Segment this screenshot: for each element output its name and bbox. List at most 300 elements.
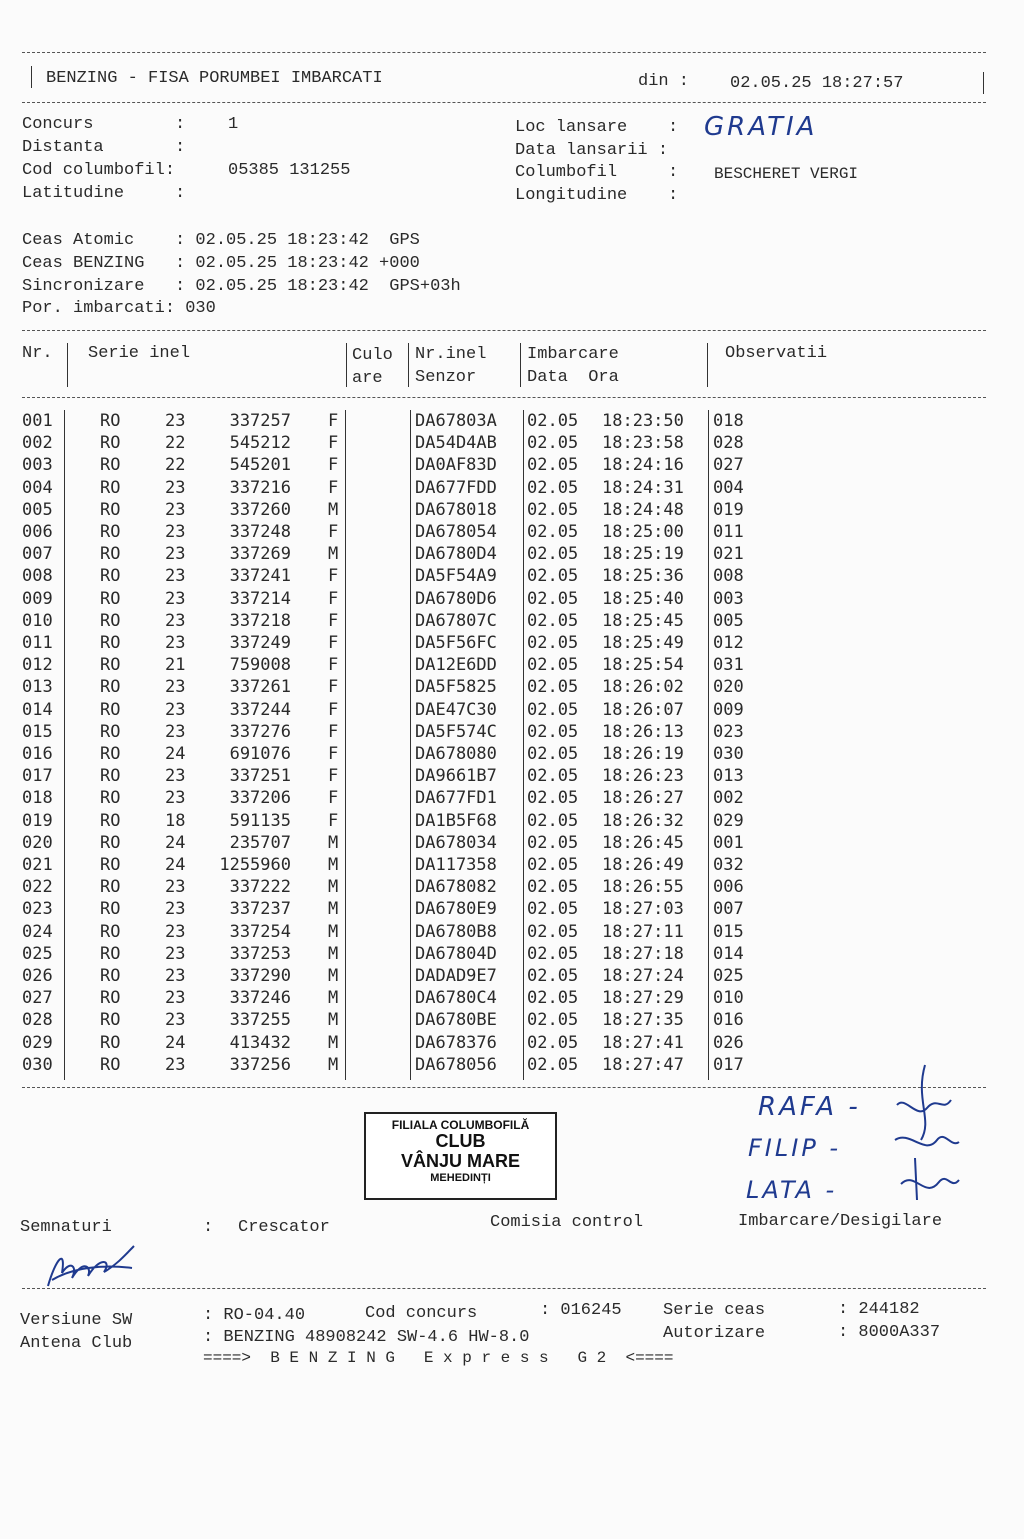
row-sensor: DA67804D bbox=[415, 943, 497, 964]
row-country: RO bbox=[100, 810, 121, 831]
row-date: 02.05 bbox=[527, 1054, 579, 1075]
row-country: RO bbox=[100, 921, 121, 942]
handwritten-name-1: RAFA - bbox=[758, 1092, 861, 1122]
row-date: 02.05 bbox=[527, 699, 579, 720]
row-ring: 337276 bbox=[229, 721, 291, 742]
row-time: 18:27:18 bbox=[602, 943, 684, 964]
row-year: 23 bbox=[165, 522, 186, 542]
distanta-label: Distanta : bbox=[22, 138, 186, 157]
row-time: 18:27:47 bbox=[602, 1054, 684, 1075]
row-sex: F bbox=[328, 721, 339, 742]
row-nr: 014 bbox=[22, 699, 53, 720]
print-date-value: 02.05.25 18:27:57 bbox=[730, 74, 904, 93]
row-year: 22 bbox=[165, 433, 186, 454]
row-observatii: 027 bbox=[713, 455, 744, 476]
row-nr: 029 bbox=[22, 1032, 53, 1053]
row-ring: 337237 bbox=[229, 899, 291, 920]
row-year: 23 bbox=[165, 499, 186, 520]
row-sex: M bbox=[328, 544, 339, 565]
table-row bbox=[0, 832, 1024, 854]
row-ring: 337260 bbox=[229, 499, 291, 520]
row-nr: 024 bbox=[22, 921, 53, 942]
row-year: 21 bbox=[165, 655, 186, 676]
row-nr: 016 bbox=[22, 744, 53, 764]
row-country: RO bbox=[100, 943, 121, 964]
row-observatii: 017 bbox=[713, 1054, 744, 1075]
row-time: 18:26:45 bbox=[602, 832, 684, 853]
row-time: 18:25:54 bbox=[602, 655, 684, 676]
row-sex: F bbox=[328, 433, 339, 454]
row-observatii: 001 bbox=[713, 832, 744, 853]
row-time: 18:26:07 bbox=[602, 699, 684, 720]
row-time: 18:25:36 bbox=[602, 566, 684, 587]
divider bbox=[22, 1288, 986, 1289]
document-title: BENZING - FISA PORUMBEI IMBARCATI bbox=[46, 69, 383, 88]
row-time: 18:27:35 bbox=[602, 1010, 684, 1031]
row-date: 02.05 bbox=[527, 522, 579, 542]
row-ring: 337255 bbox=[229, 1010, 291, 1031]
row-sex: M bbox=[328, 966, 339, 986]
row-nr: 018 bbox=[22, 788, 53, 809]
row-sensor: DA117358 bbox=[415, 855, 497, 875]
row-nr: 028 bbox=[22, 1010, 53, 1031]
data-lansarii-label: Data lansarii : bbox=[515, 141, 669, 160]
col-separator bbox=[708, 410, 709, 1080]
row-ring: 337248 bbox=[229, 522, 291, 542]
table-row bbox=[0, 610, 1024, 632]
table-row bbox=[0, 1032, 1024, 1054]
row-observatii: 004 bbox=[713, 477, 744, 498]
table-row bbox=[0, 743, 1024, 765]
col-separator bbox=[345, 410, 346, 1080]
row-sex: F bbox=[328, 699, 339, 720]
row-country: RO bbox=[100, 522, 121, 542]
cod-columbofil-label: Cod columbofil: bbox=[22, 161, 176, 180]
table-row bbox=[0, 787, 1024, 809]
row-nr: 026 bbox=[22, 966, 53, 986]
row-nr: 030 bbox=[22, 1054, 53, 1075]
row-country: RO bbox=[100, 855, 121, 875]
table-row bbox=[0, 987, 1024, 1009]
row-country: RO bbox=[100, 544, 121, 565]
semnaturi-label: Semnaturi bbox=[20, 1218, 112, 1237]
row-country: RO bbox=[100, 988, 121, 1009]
row-sensor: DA67807C bbox=[415, 610, 497, 631]
row-ring: 235707 bbox=[229, 832, 291, 853]
row-year: 23 bbox=[165, 544, 186, 565]
row-date: 02.05 bbox=[527, 766, 579, 787]
row-sex: M bbox=[328, 877, 339, 898]
row-nr: 013 bbox=[22, 677, 53, 698]
longitudine-label: Longitudine : bbox=[515, 186, 679, 205]
row-ring: 337244 bbox=[229, 699, 291, 720]
row-ring: 337246 bbox=[229, 988, 291, 1009]
table-row bbox=[0, 876, 1024, 898]
handwritten-signatures bbox=[855, 1060, 965, 1210]
row-observatii: 029 bbox=[713, 810, 744, 831]
row-date: 02.05 bbox=[527, 943, 579, 964]
row-sex: F bbox=[328, 522, 339, 542]
row-date: 02.05 bbox=[527, 832, 579, 853]
table-row bbox=[0, 477, 1024, 499]
table-row bbox=[0, 432, 1024, 454]
row-date: 02.05 bbox=[527, 499, 579, 520]
row-nr: 021 bbox=[22, 855, 53, 875]
row-sensor: DA678018 bbox=[415, 499, 497, 520]
row-year: 23 bbox=[165, 610, 186, 631]
row-time: 18:24:48 bbox=[602, 499, 684, 520]
loc-lansare-label: Loc lansare : bbox=[515, 118, 679, 137]
row-year: 24 bbox=[165, 855, 186, 875]
row-sensor: DA6780BE bbox=[415, 1010, 497, 1031]
row-nr: 007 bbox=[22, 544, 53, 565]
row-ring: 1255960 bbox=[219, 855, 291, 875]
row-year: 23 bbox=[165, 677, 186, 698]
cod-concurs-label: Cod concurs bbox=[365, 1304, 478, 1323]
row-time: 18:25:19 bbox=[602, 544, 684, 565]
row-year: 23 bbox=[165, 633, 186, 653]
loc-lansare-value: GRATIA bbox=[704, 112, 818, 142]
row-year: 23 bbox=[165, 877, 186, 898]
cod-concurs-value: : 016245 bbox=[540, 1301, 622, 1320]
row-ring: 337269 bbox=[229, 544, 291, 565]
row-sex: F bbox=[328, 455, 339, 476]
stamp-line-3: VÂNJU MARE bbox=[400, 1150, 520, 1171]
row-nr: 009 bbox=[22, 588, 53, 609]
row-sex: M bbox=[328, 988, 339, 1009]
row-country: RO bbox=[100, 1032, 121, 1053]
row-country: RO bbox=[100, 677, 121, 698]
row-country: RO bbox=[100, 455, 121, 476]
row-country: RO bbox=[100, 633, 121, 653]
row-year: 22 bbox=[165, 455, 186, 476]
row-observatii: 011 bbox=[713, 522, 744, 542]
row-ring: 337290 bbox=[229, 966, 291, 986]
table-row bbox=[0, 654, 1024, 676]
row-observatii: 021 bbox=[713, 544, 744, 565]
row-country: RO bbox=[100, 477, 121, 498]
row-observatii: 003 bbox=[713, 588, 744, 609]
comisia-control-label: Comisia control bbox=[490, 1213, 644, 1232]
col-separator bbox=[64, 410, 65, 1080]
row-sex: F bbox=[328, 766, 339, 787]
row-sex: M bbox=[328, 943, 339, 964]
row-date: 02.05 bbox=[527, 966, 579, 986]
row-sensor: DA5F56FC bbox=[415, 633, 497, 653]
row-year: 23 bbox=[165, 1010, 186, 1031]
col-header-serie: Serie inel bbox=[88, 344, 191, 363]
row-time: 18:27:11 bbox=[602, 921, 684, 942]
row-sensor: DA9661B7 bbox=[415, 766, 497, 787]
col-header-culoare-2: are bbox=[352, 369, 383, 388]
row-sex: F bbox=[328, 588, 339, 609]
crescator-signature bbox=[42, 1238, 142, 1293]
row-date: 02.05 bbox=[527, 877, 579, 898]
table-row bbox=[0, 699, 1024, 721]
row-nr: 003 bbox=[22, 455, 53, 476]
col-separator bbox=[523, 410, 524, 1080]
versiune-sw-label: Versiune SW bbox=[20, 1311, 133, 1330]
row-country: RO bbox=[100, 788, 121, 809]
row-nr: 004 bbox=[22, 477, 53, 498]
row-time: 18:26:32 bbox=[602, 810, 684, 831]
row-time: 18:26:55 bbox=[602, 877, 684, 898]
row-date: 02.05 bbox=[527, 855, 579, 875]
row-observatii: 014 bbox=[713, 943, 744, 964]
row-country: RO bbox=[100, 655, 121, 676]
sincronizare-line: Sincronizare : 02.05.25 18:23:42 GPS+03h bbox=[22, 277, 461, 296]
table-row bbox=[0, 543, 1024, 565]
row-observatii: 030 bbox=[713, 744, 744, 764]
row-year: 24 bbox=[165, 832, 186, 853]
club-stamp bbox=[364, 1112, 557, 1200]
row-year: 23 bbox=[165, 788, 186, 809]
row-date: 02.05 bbox=[527, 921, 579, 942]
table-row bbox=[0, 454, 1024, 476]
ceas-benzing-line: Ceas BENZING : 02.05.25 18:23:42 +000 bbox=[22, 254, 420, 273]
header-border-right bbox=[983, 72, 984, 94]
autorizare-value: : 8000A337 bbox=[838, 1323, 941, 1342]
row-observatii: 031 bbox=[713, 655, 744, 676]
row-ring: 545212 bbox=[229, 433, 291, 454]
row-observatii: 008 bbox=[713, 566, 744, 587]
row-ring: 337218 bbox=[229, 610, 291, 631]
row-date: 02.05 bbox=[527, 721, 579, 742]
col-header-culoare-1: Culo bbox=[352, 346, 393, 365]
row-sex: F bbox=[328, 477, 339, 498]
table-row bbox=[0, 521, 1024, 543]
col-separator bbox=[67, 343, 68, 387]
row-observatii: 016 bbox=[713, 1010, 744, 1031]
row-sensor: DA678080 bbox=[415, 744, 497, 764]
row-country: RO bbox=[100, 411, 121, 431]
row-country: RO bbox=[100, 721, 121, 742]
row-sensor: DA0AF83D bbox=[415, 455, 497, 476]
row-observatii: 028 bbox=[713, 433, 744, 454]
row-year: 23 bbox=[165, 966, 186, 986]
row-ring: 691076 bbox=[229, 744, 291, 764]
row-sensor: DA67803A bbox=[415, 411, 497, 431]
row-sensor: DA6780D4 bbox=[415, 544, 497, 565]
row-observatii: 005 bbox=[713, 610, 744, 631]
row-ring: 337206 bbox=[229, 788, 291, 809]
row-nr: 010 bbox=[22, 610, 53, 631]
row-date: 02.05 bbox=[527, 1032, 579, 1053]
row-ring: 337222 bbox=[229, 877, 291, 898]
row-time: 18:25:45 bbox=[602, 610, 684, 631]
row-observatii: 013 bbox=[713, 766, 744, 787]
row-observatii: 025 bbox=[713, 966, 744, 986]
row-ring: 337251 bbox=[229, 766, 291, 787]
row-nr: 006 bbox=[22, 522, 53, 542]
col-header-nr: Nr. bbox=[22, 344, 53, 363]
row-observatii: 026 bbox=[713, 1032, 744, 1053]
row-nr: 015 bbox=[22, 721, 53, 742]
row-sex: M bbox=[328, 1054, 339, 1075]
table-row bbox=[0, 810, 1024, 832]
row-time: 18:27:29 bbox=[602, 988, 684, 1009]
stamp-line-4: MEHEDINȚI bbox=[430, 1171, 491, 1184]
row-sensor: DA5F54A9 bbox=[415, 566, 497, 587]
row-date: 02.05 bbox=[527, 655, 579, 676]
serie-ceas-value: : 244182 bbox=[838, 1300, 920, 1319]
row-sensor: DA677FDD bbox=[415, 477, 497, 498]
row-time: 18:24:31 bbox=[602, 477, 684, 498]
row-sensor: DAE47C30 bbox=[415, 699, 497, 720]
row-sensor: DADAD9E7 bbox=[415, 966, 497, 986]
row-country: RO bbox=[100, 566, 121, 587]
imbarcare-desigilare-label: Imbarcare/Desigilare bbox=[738, 1212, 943, 1231]
col-header-nrinel-2: Senzor bbox=[415, 368, 477, 387]
divider bbox=[22, 397, 986, 398]
columbofil-label: Columbofil : bbox=[515, 163, 679, 182]
row-year: 24 bbox=[165, 1032, 186, 1053]
row-ring: 545201 bbox=[229, 455, 291, 476]
row-date: 02.05 bbox=[527, 810, 579, 831]
row-sensor: DA678054 bbox=[415, 522, 497, 542]
row-date: 02.05 bbox=[527, 455, 579, 476]
row-sensor: DA677FD1 bbox=[415, 788, 497, 809]
table-row bbox=[0, 965, 1024, 987]
stamp-line-1: FILIALA COLUMBOFILĂ bbox=[391, 1118, 530, 1132]
row-observatii: 007 bbox=[713, 899, 744, 920]
row-country: RO bbox=[100, 899, 121, 920]
row-sensor: DA678034 bbox=[415, 832, 497, 853]
row-sensor: DA678056 bbox=[415, 1054, 497, 1075]
row-observatii: 002 bbox=[713, 788, 744, 809]
row-sensor: DA12E6DD bbox=[415, 655, 497, 676]
row-date: 02.05 bbox=[527, 566, 579, 587]
row-country: RO bbox=[100, 433, 121, 454]
row-date: 02.05 bbox=[527, 788, 579, 809]
table-row bbox=[0, 632, 1024, 654]
row-sex: F bbox=[328, 411, 339, 431]
row-nr: 011 bbox=[22, 633, 53, 653]
table-row bbox=[0, 676, 1024, 698]
row-sex: M bbox=[328, 499, 339, 520]
row-ring: 337261 bbox=[229, 677, 291, 698]
row-observatii: 010 bbox=[713, 988, 744, 1009]
table-row bbox=[0, 1009, 1024, 1031]
row-ring: 337253 bbox=[229, 943, 291, 964]
row-year: 23 bbox=[165, 899, 186, 920]
row-year: 23 bbox=[165, 721, 186, 742]
row-date: 02.05 bbox=[527, 588, 579, 609]
row-country: RO bbox=[100, 966, 121, 986]
row-year: 18 bbox=[165, 810, 186, 831]
row-ring: 337257 bbox=[229, 411, 291, 431]
latitudine-label: Latitudine : bbox=[22, 184, 186, 203]
row-time: 18:23:58 bbox=[602, 433, 684, 454]
row-nr: 008 bbox=[22, 566, 53, 587]
col-header-imbarcare-1: Imbarcare bbox=[527, 345, 619, 364]
table-row bbox=[0, 854, 1024, 876]
row-time: 18:27:41 bbox=[602, 1032, 684, 1053]
row-country: RO bbox=[100, 877, 121, 898]
row-sensor: DA678376 bbox=[415, 1032, 497, 1053]
row-date: 02.05 bbox=[527, 544, 579, 565]
row-date: 02.05 bbox=[527, 610, 579, 631]
row-time: 18:25:49 bbox=[602, 633, 684, 653]
row-year: 23 bbox=[165, 699, 186, 720]
row-nr: 002 bbox=[22, 433, 53, 454]
row-time: 18:26:02 bbox=[602, 677, 684, 698]
row-observatii: 006 bbox=[713, 877, 744, 898]
row-observatii: 012 bbox=[713, 633, 744, 653]
row-time: 18:27:24 bbox=[602, 966, 684, 986]
row-country: RO bbox=[100, 610, 121, 631]
row-country: RO bbox=[100, 1010, 121, 1031]
row-time: 18:26:27 bbox=[602, 788, 684, 809]
row-date: 02.05 bbox=[527, 899, 579, 920]
row-country: RO bbox=[100, 766, 121, 787]
table-row bbox=[0, 410, 1024, 432]
row-nr: 017 bbox=[22, 766, 53, 787]
row-ring: 337241 bbox=[229, 566, 291, 587]
row-year: 23 bbox=[165, 943, 186, 964]
row-ring: 413432 bbox=[229, 1032, 291, 1053]
col-header-observatii: Observatii bbox=[725, 344, 828, 363]
row-country: RO bbox=[100, 499, 121, 520]
row-sex: F bbox=[328, 566, 339, 587]
row-sex: M bbox=[328, 921, 339, 942]
table-row bbox=[0, 499, 1024, 521]
columbofil-value: BESCHERET VERGI bbox=[714, 165, 859, 183]
row-sex: M bbox=[328, 1032, 339, 1053]
row-observatii: 023 bbox=[713, 721, 744, 742]
table-row bbox=[0, 898, 1024, 920]
row-nr: 005 bbox=[22, 499, 53, 520]
row-time: 18:26:19 bbox=[602, 744, 684, 764]
row-sex: F bbox=[328, 610, 339, 631]
row-nr: 025 bbox=[22, 943, 53, 964]
print-date-label: din : bbox=[638, 72, 690, 91]
col-header-imbarcare-2: Data Ora bbox=[527, 368, 619, 387]
row-time: 18:27:03 bbox=[602, 899, 684, 920]
concurs-label: Concurs : bbox=[22, 115, 186, 134]
serie-ceas-label: Serie ceas bbox=[663, 1301, 766, 1320]
row-sex: F bbox=[328, 633, 339, 653]
divider bbox=[22, 102, 986, 103]
row-date: 02.05 bbox=[527, 988, 579, 1009]
row-ring: 337249 bbox=[229, 633, 291, 653]
row-year: 24 bbox=[165, 744, 186, 764]
table-row bbox=[0, 721, 1024, 743]
row-ring: 337214 bbox=[229, 588, 291, 609]
col-separator bbox=[520, 343, 521, 387]
row-observatii: 018 bbox=[713, 411, 744, 431]
row-time: 18:25:00 bbox=[602, 522, 684, 542]
divider bbox=[22, 52, 986, 53]
header-border-left bbox=[31, 66, 32, 88]
row-nr: 022 bbox=[22, 877, 53, 898]
row-nr: 020 bbox=[22, 832, 53, 853]
row-year: 23 bbox=[165, 411, 186, 431]
versiune-sw-value: : RO-04.40 bbox=[203, 1306, 306, 1325]
ceas-atomic-line: Ceas Atomic : 02.05.25 18:23:42 GPS bbox=[22, 231, 420, 250]
row-nr: 027 bbox=[22, 988, 53, 1009]
row-nr: 023 bbox=[22, 899, 53, 920]
row-ring: 337256 bbox=[229, 1054, 291, 1075]
row-time: 18:24:16 bbox=[602, 455, 684, 476]
row-date: 02.05 bbox=[527, 1010, 579, 1031]
autorizare-label: Autorizare bbox=[663, 1324, 766, 1343]
table-row bbox=[0, 565, 1024, 587]
row-country: RO bbox=[100, 699, 121, 720]
row-ring: 337254 bbox=[229, 921, 291, 942]
benzing-express-banner: ====> B E N Z I N G E x p r e s s G 2 <==== bbox=[203, 1349, 674, 1367]
row-sensor: DA1B5F68 bbox=[415, 810, 497, 831]
